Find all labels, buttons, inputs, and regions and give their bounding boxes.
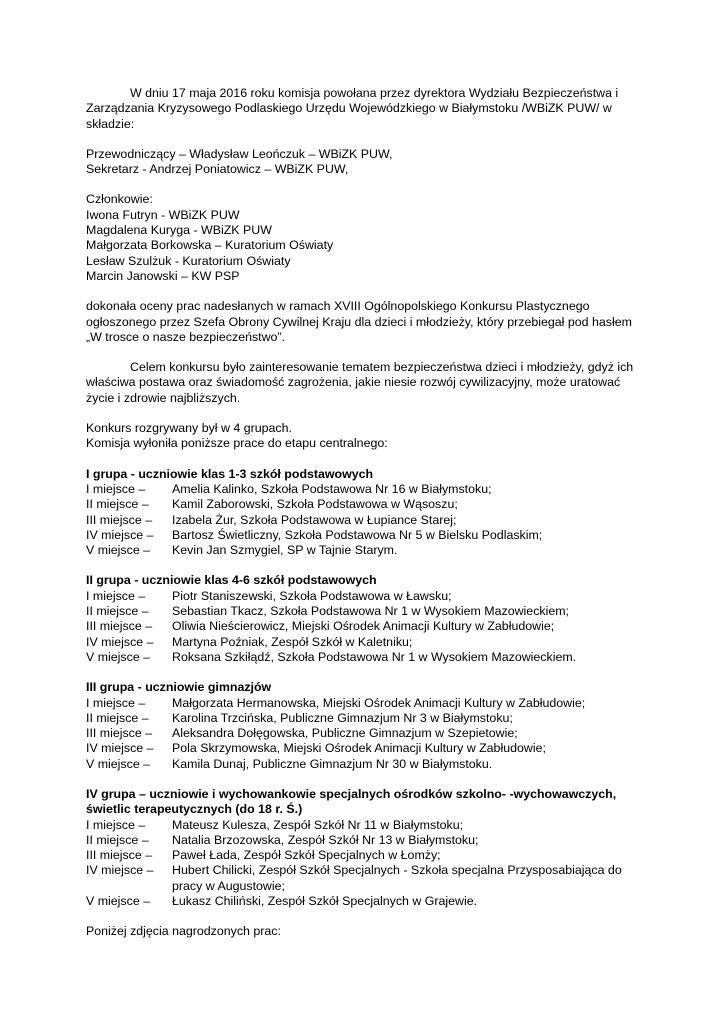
award-entry: Kamil Zaborowski, Szkoła Podstawowa w Wąsoszu; — [172, 497, 458, 512]
award-entry: Piotr Staniszewski, Szkoła Podstawowa w Ławsku; — [172, 588, 452, 603]
award-row — [86, 833, 646, 848]
place-label: II miejsce – — [86, 710, 149, 725]
award-row — [86, 894, 646, 909]
group-heading: I grupa - uczniowie klas 1-3 szkół podstawowych — [86, 466, 374, 481]
award-row — [86, 482, 646, 497]
award-entry: Kamila Dunaj, Publiczne Gimnazjum Nr 30 w Białymstoku. — [172, 756, 493, 771]
document-body — [86, 86, 646, 940]
place-label: II miejsce – — [86, 497, 149, 512]
award-row — [86, 513, 646, 528]
place-label: V miejsce – — [86, 756, 151, 771]
award-entry: Kevin Jan Szmygiel, SP w Tajnie Starym. — [172, 543, 398, 558]
group-heading: IV grupa – uczniowie i wychowankowie specjalnych ośrodków szkolno- -wychowawczych, świetlic terapeutycznych (do 18 r. Ś.) — [86, 786, 617, 817]
selection-note: Komisja wyłoniła poniższe prace do etapu centralnego: — [86, 436, 388, 451]
member-item: Magdalena Kuryga - WBiZK PUW — [86, 223, 272, 238]
place-label: III miejsce – — [86, 619, 153, 634]
place-label: I miejsce – — [86, 481, 146, 496]
award-row — [86, 711, 646, 726]
award-entry: Oliwia Nieścierowicz, Miejski Ośrodek Animacji Kultury w Zabłudowie; — [172, 619, 555, 634]
award-entry: Karolina Trzcińska, Publiczne Gimnazjum Nr 3 w Białymstoku; — [172, 710, 513, 725]
place-label: IV miejsce – — [86, 863, 154, 878]
place-label: IV miejsce – — [86, 741, 154, 756]
award-row — [86, 589, 646, 604]
award-entry: Mateusz Kulesza, Zespół Szkół Nr 11 w Białymstoku; — [172, 817, 464, 832]
award-row — [86, 696, 646, 711]
award-row — [86, 543, 646, 558]
award-entry: Martyna Poźniak, Zespół Szkół w Kaletniku; — [172, 634, 413, 649]
award-entry: Bartosz Świetliczny, Szkoła Podstawowa Nr 5 w Bielsku Podlaskim; — [172, 527, 543, 542]
place-label: V miejsce – — [86, 543, 151, 558]
place-label: IV miejsce – — [86, 634, 154, 649]
award-entry: Aleksandra Dołęgowska, Publiczne Gimnazjum w Szepietowie; — [172, 726, 518, 741]
groups-count: Konkurs rozgrywany był w 4 grupach. — [86, 421, 292, 436]
member-item: Małgorzata Borkowska – Kuratorium Oświaty — [86, 238, 334, 253]
award-entry: Łukasz Chiliński, Zespół Szkół Specjalnych w Grajewie. — [172, 894, 478, 909]
award-row — [86, 650, 646, 665]
place-label: III miejsce – — [86, 848, 153, 863]
members-label: Członkowie: — [86, 192, 153, 207]
commission-secretary: Sekretarz - Andrzej Poniatowicz – WBiZK PUW, — [86, 162, 349, 177]
group-heading: III grupa - uczniowie gimnazjów — [86, 680, 272, 695]
award-row — [86, 497, 646, 512]
place-label: III miejsce – — [86, 512, 153, 527]
photos-note: Poniżej zdjęcia nagrodzonych prac: — [86, 924, 281, 939]
award-row — [86, 604, 646, 619]
evaluation-paragraph: dokonała oceny prac nadesłanych w ramach XVIII Ogólnopolskiego Konkursu Plastycznego ogłoszonego przez Szefa Obrony Cywilnej Kraju dla dzieci i młodzieży, który przebiegał pod hasłem „W trosce o nasze bezpieczeństwo”. — [86, 299, 632, 344]
award-row — [86, 528, 646, 543]
place-label: III miejsce – — [86, 726, 153, 741]
award-row — [86, 818, 646, 833]
award-entry: Amelia Kalinko, Szkoła Podstawowa Nr 16 w Białymstoku; — [172, 481, 492, 496]
place-label: I miejsce – — [86, 588, 146, 603]
award-row — [86, 726, 646, 741]
place-label: IV miejsce – — [86, 527, 154, 542]
place-label: I miejsce – — [86, 817, 146, 832]
place-label: V miejsce – — [86, 649, 151, 664]
place-label: I miejsce – — [86, 695, 146, 710]
award-row — [86, 619, 646, 634]
goal-paragraph: Celem konkursu było zainteresowanie tematem bezpieczeństwa dzieci i młodzieży, gdyż ich właściwa postawa oraz świadomość zagrożenia, jakie niesie rozwój cywilizacyjny, może uratować życie i zdrowie najbliższych. — [86, 360, 634, 405]
group-heading: II grupa - uczniowie klas 4-6 szkół podstawowych — [86, 573, 377, 588]
member-item: Lesław Szulżuk - Kuratorium Oświaty — [86, 253, 291, 268]
award-row — [86, 863, 646, 894]
award-entry: Hubert Chilicki, Zespół Szkół Specjalnych - Szkoła specjalna Przysposabiająca do pracy w Augustowie; — [172, 863, 622, 893]
member-item: Iwona Futryn - WBiZK PUW — [86, 207, 240, 222]
award-entry: Izabela Żur, Szkoła Podstawowa w Łupiance Starej; — [172, 512, 457, 527]
place-label: II miejsce – — [86, 832, 149, 847]
award-entry: Pola Skrzymowska, Miejski Ośrodek Animacji Kultury w Zabłudowie; — [172, 741, 546, 756]
award-row — [86, 741, 646, 756]
place-label: V miejsce – — [86, 894, 151, 909]
award-row — [86, 848, 646, 863]
award-entry: Paweł Łada, Zespół Szkół Specjalnych w Łomży; — [172, 848, 441, 863]
award-entry: Małgorzata Hermanowska, Miejski Ośrodek Animacji Kultury w Zabłudowie; — [172, 695, 586, 710]
award-entry: Roksana Szkiłądź, Szkoła Podstawowa Nr 1 w Wysokiem Mazowieckiem. — [172, 649, 577, 664]
member-item: Marcin Janowski – KW PSP — [86, 268, 240, 283]
commission-chair: Przewodniczący – Władysław Leończuk – WBiZK PUW, — [86, 146, 393, 161]
place-label: II miejsce – — [86, 604, 149, 619]
intro-paragraph: W dniu 17 maja 2016 roku komisja powołana przez dyrektora Wydziału Bezpieczeństwa i Zarządzania Kryzysowego Podlaskiego Urzędu Wojewódzkiego w Białymstoku /WBiZK PUW/ w składzie: — [86, 86, 619, 131]
award-entry: Sebastian Tkacz, Szkoła Podstawowa Nr 1 w Wysokiem Mazowieckiem; — [172, 604, 569, 619]
award-row — [86, 635, 646, 650]
award-row — [86, 757, 646, 772]
award-entry: Natalia Brzozowska, Zespół Szkół Nr 13 w Białymstoku; — [172, 832, 479, 847]
